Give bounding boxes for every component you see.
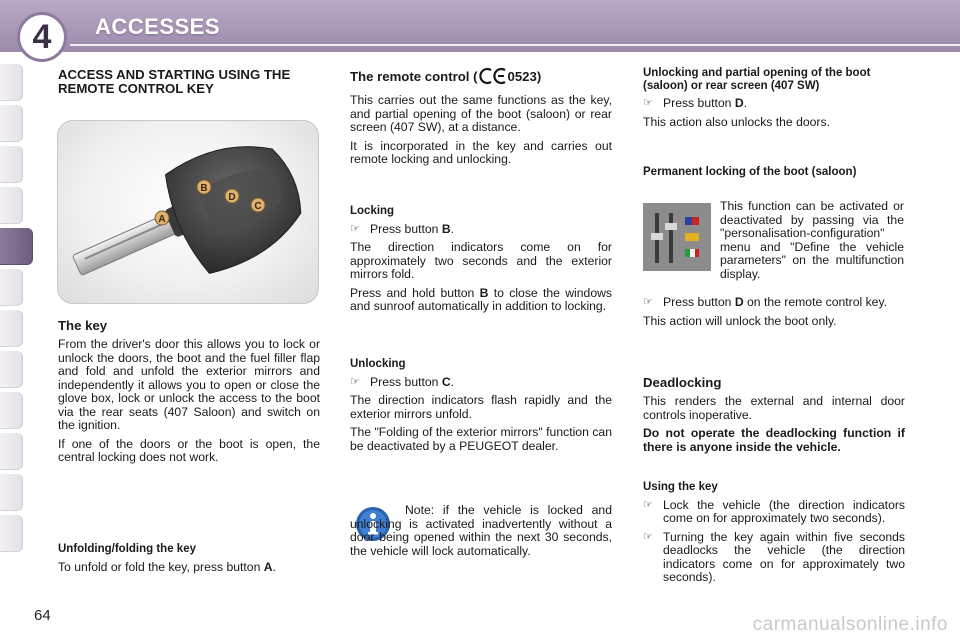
perm-description <box>720 200 904 286</box>
locking-paragraph-1: The direction indicators come on for approximately two seconds and the exterior mirrors fold. <box>350 240 612 281</box>
chapter-tab-11[interactable] <box>0 474 23 511</box>
ce-mark-icon <box>478 67 508 88</box>
heading-partial-opening: Unlocking and partial opening of the boot (saloon) or rear screen (407 SW) <box>643 67 871 92</box>
using-key-section <box>643 481 905 590</box>
unlocking-bullet: ☞ Press button C. <box>350 374 455 389</box>
header-divider <box>70 44 960 46</box>
perm-button-ref: D <box>734 295 744 309</box>
partial-bullet: ☞ Press button D. <box>643 96 748 110</box>
column-2 <box>350 67 612 172</box>
heading-the-key: The key <box>58 318 108 333</box>
unlocking-paragraph-2: The "Folding of the exterior mirrors" function can be deactivated by a PEUGEOT dealer. <box>350 425 612 453</box>
chapter-title: ACCESSES <box>95 14 221 39</box>
fold-button-ref: A <box>263 559 273 574</box>
page-number: 64 <box>34 607 51 624</box>
key-label-c: C <box>254 201 262 212</box>
partial-button-ref: D <box>734 96 744 110</box>
chapter-tab-12[interactable] <box>0 515 23 552</box>
perm-instructions <box>643 296 905 333</box>
heading-deadlocking: Deadlocking <box>643 375 722 390</box>
chapter-tab-9[interactable] <box>0 392 23 429</box>
locking-p2-post: to close the windows and sunroof automatically in addition to locking. <box>350 285 612 313</box>
note-block <box>350 504 612 563</box>
locking-p2-pre: Press and hold button <box>350 285 475 300</box>
pointing-hand-icon: ☞ <box>350 222 360 235</box>
footer-watermark-url: carmanualsonline.info <box>752 614 948 635</box>
key-paragraph-1: From the driver's door this allows you to lock or unlock the doors, the boot and the fuel filler flap and fold and unfold the exterior mirrors and independently it allows you to open or close the glove box, lock or unlock the access to the boot via the rear seats (407 Saloon) and switch on the ignition. <box>58 337 320 432</box>
chapter-tab-3[interactable] <box>0 146 23 183</box>
key-description <box>58 318 320 470</box>
permanent-locking-section <box>643 166 905 184</box>
note-text: Note: if the vehicle is locked and unlocking is activated inadvertently without a door being opened within the next 30 seconds, the vehicle will lock automatically. <box>350 503 612 558</box>
pointing-hand-icon: ☞ <box>643 97 653 109</box>
deadlocking-section <box>643 375 905 459</box>
using-key-text-2: Turning the key again within five seconds deadlocks the vehicle (the direction indicators come on for approximately two seconds). <box>663 529 905 584</box>
locking-button-ref: B <box>441 221 451 236</box>
remote-key-photo <box>57 120 319 304</box>
section-title-access: ACCESS AND STARTING USING THE REMOTE CONTROL KEY <box>58 67 291 96</box>
locking-press-text: Press button <box>370 221 439 236</box>
remote-intro-1: This carries out the same functions as the key, and partial opening of the boot (saloon) or rear screen (407 SW), at a distance. <box>350 93 612 134</box>
remote-intro-2: It is incorporated in the key and carries out remote locking and unlocking. <box>350 138 612 166</box>
heading-locking: Locking <box>350 205 395 217</box>
chapter-tab-7[interactable] <box>0 310 23 347</box>
key-paragraph-2: If one of the doors or the boot is open, the central locking does not work. <box>58 436 320 464</box>
fold-text: To unfold or fold the key, press button <box>58 559 261 574</box>
unlocking-press-text: Press button <box>370 374 439 389</box>
perm-press-post: on the remote control key. <box>747 295 888 309</box>
chapter-tab-10[interactable] <box>0 433 23 470</box>
fold-instruction <box>58 561 320 575</box>
remote-title-pre: The remote control ( <box>350 68 478 84</box>
chapter-tab-6[interactable] <box>0 269 23 306</box>
using-key-text-1: Lock the vehicle (the direction indicators come on for approximately two seconds). <box>663 497 905 525</box>
chapter-tab-2[interactable] <box>0 105 23 142</box>
personalisation-menu-icon <box>643 203 711 271</box>
deadlocking-warning: Do not operate the deadlocking function if there is anyone inside the vehicle. <box>643 426 905 454</box>
pointing-hand-icon: ☞ <box>643 296 653 308</box>
chapter-tab-4[interactable] <box>0 187 23 224</box>
deadlocking-paragraph: This renders the external and internal door controls inoperative. <box>643 394 905 422</box>
chapter-tab-8[interactable] <box>0 351 23 388</box>
chapter-tab-strip <box>0 64 34 556</box>
perm-press-pre: Press button <box>663 295 732 309</box>
locking-paragraph-2 <box>350 287 612 314</box>
heading-unfolding-folding: Unfolding/folding the key <box>58 543 196 555</box>
unlocking-paragraph-1: The direction indicators flash rapidly and the exterior mirrors unfold. <box>350 393 612 421</box>
column-1 <box>58 68 320 101</box>
column-3 <box>643 67 905 134</box>
unlocking-button-ref: C <box>441 374 451 389</box>
locking-p2-button-ref: B <box>479 285 489 300</box>
remote-key-illustration <box>58 121 318 303</box>
unlocking-section <box>350 358 612 458</box>
perm-bullet <box>643 296 905 310</box>
partial-press-text: Press button <box>663 96 732 110</box>
heading-unlocking: Unlocking <box>350 358 406 370</box>
chapter-tab-5-active[interactable] <box>0 228 33 265</box>
using-key-bullet-1 <box>643 499 905 526</box>
locking-section <box>350 205 612 319</box>
key-folding <box>58 543 320 579</box>
chapter-number-badge: 4 <box>17 12 67 62</box>
heading-using-key: Using the key <box>643 481 718 493</box>
perm-paragraph-1: This function can be activated or deactivated by passing via the "personalisation-configuration" menu and "Define the vehicle parameters" on the multifunction display. <box>720 199 904 281</box>
locking-bullet: ☞ Press button B. <box>350 221 455 236</box>
perm-paragraph-2: This action will unlock the boot only. <box>643 313 837 328</box>
pointing-hand-icon: ☞ <box>643 530 653 543</box>
pointing-hand-icon: ☞ <box>350 375 360 388</box>
remote-title-post: 0523) <box>507 68 542 84</box>
heading-remote-control <box>350 67 612 88</box>
key-label-a: A <box>158 214 166 225</box>
using-key-bullet-2 <box>643 531 905 585</box>
partial-paragraph: This action also unlocks the doors. <box>643 114 830 129</box>
chapter-tab-1[interactable] <box>0 64 23 101</box>
key-label-d: D <box>228 192 236 203</box>
fold-end: . <box>272 559 276 574</box>
key-label-b: B <box>200 183 208 194</box>
pointing-hand-icon: ☞ <box>643 498 653 511</box>
heading-permanent-locking: Permanent locking of the boot (saloon) <box>643 166 857 178</box>
